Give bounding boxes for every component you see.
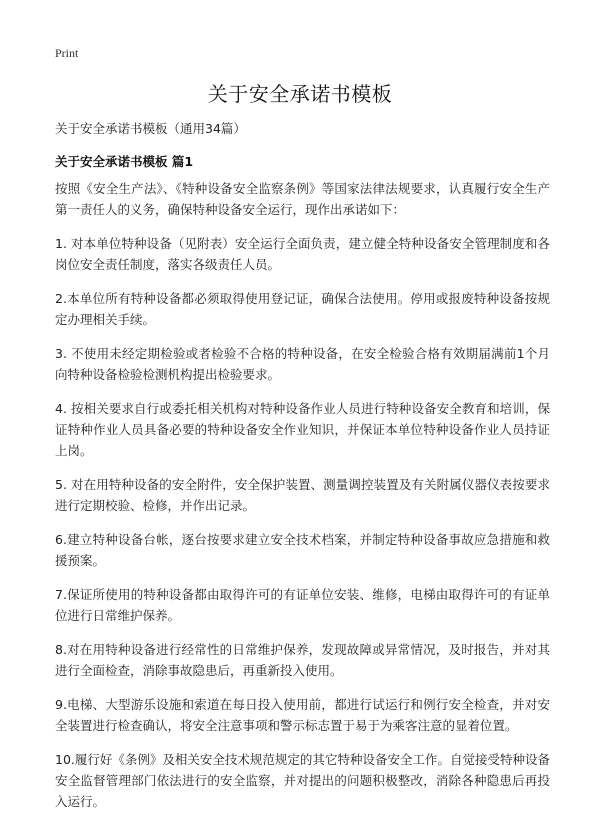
- paragraph-item-3: 3. 不使用未经定期检验或者检验不合格的特种设备，在安全检验合格有效期届满前1个月向特种设备检验检测机构提出检验要求。: [55, 346, 550, 382]
- paragraph-item-6: 6.建立特种设备台帐，逐台按要求建立安全技术档案，并制定特种设备事故应急措施和救援预案。: [55, 532, 550, 568]
- document-title: 关于安全承诺书模板: [207, 82, 393, 106]
- paragraph-item-9: 9.电梯、大型游乐设施和索道在每日投入使用前，都进行试运行和例行安全检查，并对安全装置进行检查确认，将安全注意事项和警示标志置于易于为乘客注意的显着位置。: [55, 697, 550, 733]
- document-body: [55, 178, 550, 825]
- paragraph-item-7: 7.保证所使用的特种设备都由取得许可的有证单位安装、维修，电梯由取得许可的有证单位进行日常维护保养。: [55, 587, 550, 623]
- paragraph-intro: 按照《安全生产法》、《特种设备安全监察条例》等国家法律法规要求，认真履行安全生产第一责任人的义务，确保特种设备安全运行，现作出承诺如下：: [55, 181, 550, 217]
- section-heading: 关于安全承诺书模板 篇1: [55, 154, 194, 169]
- paragraph-item-5: 5. 对在用特种设备的安全附件，安全保护装置、测量调控装置及有关附属仪器仪表按要求进行定期校验、检修，并作出记录。: [55, 477, 550, 513]
- document-subtitle: 关于安全承诺书模板（通用34篇）: [55, 121, 246, 136]
- paragraph-item-10: 10.履行好《条例》及相关安全技术规范规定的其它特种设备安全工作。自觉接受特种设备安全监督管理部门依法进行的安全监察，并对提出的问题积极整改，消除各种隐患后再投入运行。: [55, 752, 550, 809]
- paragraph-item-8: 8.对在用特种设备进行经常性的日常维护保养，发现故障或异常情况，及时报告，并对其进行全面检查，消除事故隐患后，再重新投入使用。: [55, 642, 550, 678]
- paragraph-item-4: 4. 按相关要求自行或委托相关机构对特种设备作业人员进行特种设备安全教育和培训，保证特种作业人员具备必要的特种设备安全作业知识，并保证本单位特种设备作业人员持证上岗。: [55, 401, 550, 458]
- paragraph-item-1: 1. 对本单位特种设备（见附表）安全运行全面负责，建立健全特种设备安全管理制度和各岗位安全责任制度，落实各级责任人员。: [55, 236, 550, 272]
- print-label: Print: [55, 46, 79, 60]
- paragraph-item-2: 2.本单位所有特种设备都必须取得使用登记证，确保合法使用。停用或报废特种设备按规定办理相关手续。: [55, 291, 550, 327]
